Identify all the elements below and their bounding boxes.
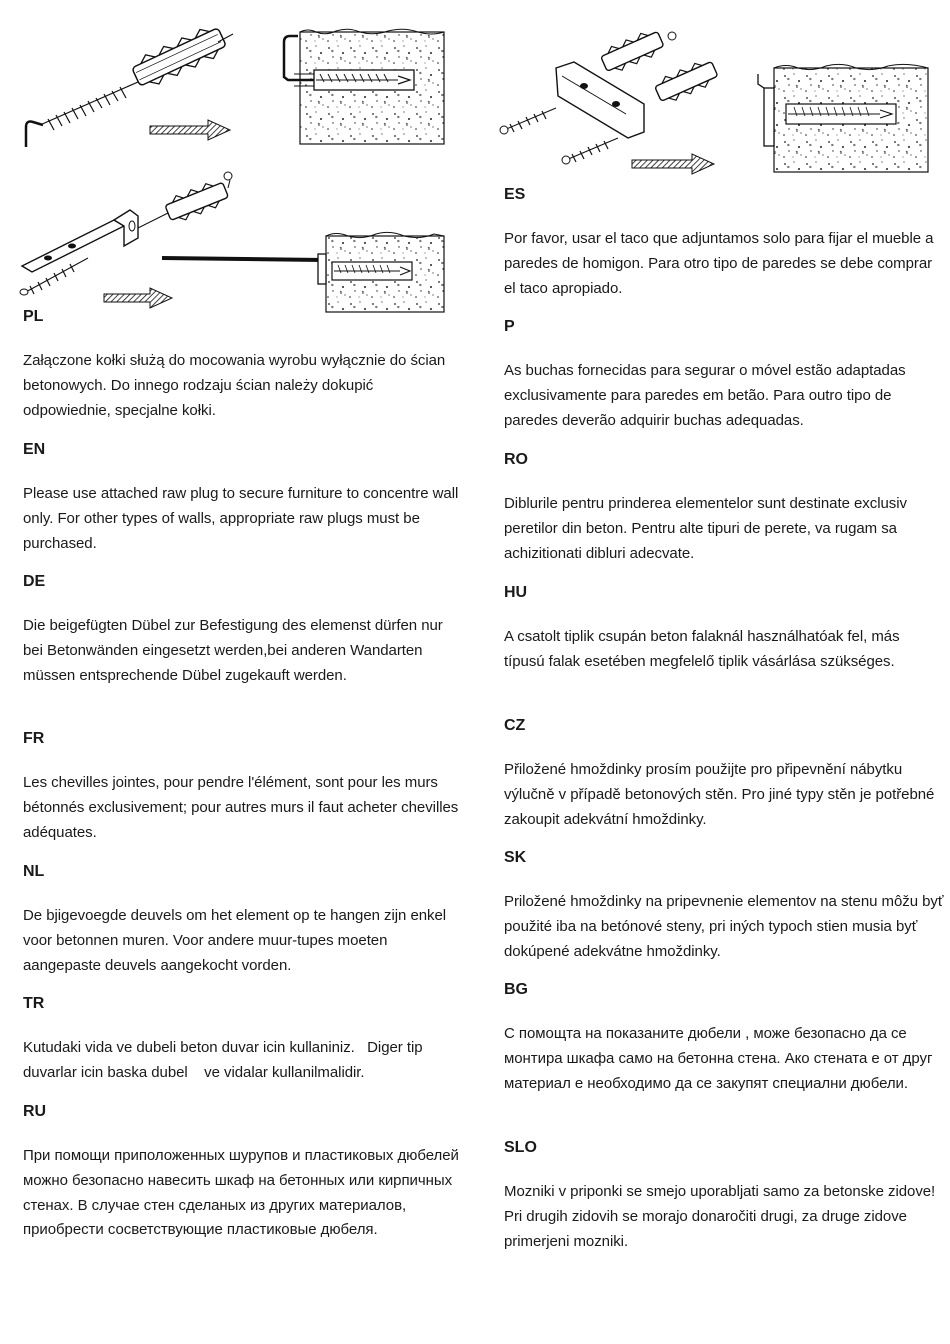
section-pl bbox=[23, 307, 463, 423]
bracket-assembly-diagram bbox=[18, 168, 448, 313]
section-hu bbox=[504, 583, 944, 675]
instruction-text: De bjigevoegde deuvels om het element op te hangen zijn enkel voor betonnen muren. Voor andere muur-tupes moeten aangepaste deuvels aangekocht vorden. bbox=[23, 907, 447, 974]
instruction-text: A csatolt tiplik csupán beton falaknál használhatóak fel, más típusú falak esetében megfelelő tiplik vásárlása szükséges. bbox=[504, 628, 900, 670]
section-tr bbox=[23, 994, 463, 1086]
section-en bbox=[23, 440, 463, 556]
language-code: EN bbox=[23, 441, 46, 458]
language-code: HU bbox=[504, 584, 528, 601]
section-ru bbox=[23, 1102, 463, 1243]
instruction-text: С помощта на показаните дюбели , може безопасно да се монтира шкафа само на бетонна стена. Ако стената е от друг материал е необходимо да се закупят специални дюбели. bbox=[504, 1025, 933, 1092]
double-bracket-assembly-diagram bbox=[496, 28, 941, 178]
language-code: NL bbox=[23, 863, 45, 880]
language-code: BG bbox=[504, 981, 528, 998]
double-bracket-dowel-icon bbox=[496, 28, 941, 178]
language-code: P bbox=[504, 318, 515, 335]
instruction-text: Por favor, usar el taco que adjuntamos solo para fijar el mueble a paredes de homigon. Para otro tipo de paredes se debe comprar el taco apropiado. bbox=[504, 230, 934, 297]
instruction-text: Please use attached raw plug to secure furniture to concentre wall only. For other types of walls, appropriate raw plugs must be purchased. bbox=[23, 485, 459, 552]
bracket-screw-dowel-icon bbox=[18, 168, 448, 313]
instruction-text: Přiložené hmoždinky prosím použijte pro připevnění nábytku výlučně v případě betonových stěn. Pro jiné typy stěn je potřebné zakoupit adekvátní hmoždinky. bbox=[504, 761, 935, 828]
section-bg bbox=[504, 980, 944, 1096]
section-slo bbox=[504, 1138, 944, 1254]
section-sk bbox=[504, 848, 944, 964]
instruction-text: Priložené hmoždinky na pripevnenie elementov na stenu môžu byť použité iba na betónové steny, pri iných typoch stien musia byť dokúpené adekvátne hmoždinky. bbox=[504, 893, 944, 960]
language-code: CZ bbox=[504, 717, 526, 734]
language-code: SK bbox=[504, 849, 527, 866]
language-code: TR bbox=[23, 995, 45, 1012]
instruction-text: При помощи приположенных шурупов и пластиковых дюбелей можно безопасно навесить шкаф на бетонных или кирпичных стенах. В случае стен сделаных из других материалов, приобрести сосветствующие пластиковые дюбеля. bbox=[23, 1147, 459, 1239]
language-code: FR bbox=[23, 730, 45, 747]
instruction-text: As buchas fornecidas para segurar o móvel estão adaptadas exclusivamente para paredes em betão. Para outro tipo de paredes deverão adquirir buchas adequadas. bbox=[504, 362, 906, 429]
section-cz bbox=[504, 716, 944, 832]
language-code: ES bbox=[504, 186, 526, 203]
instruction-text: Kutudaki vida ve dubeli beton duvar icin kullaniniz. Diger tip duvarlar icin baska dubel ve vidalar kullanilmalidir. bbox=[23, 1039, 427, 1081]
instruction-text: Załączone kołki służą do mocowania wyrobu wyłącznie do ścian betonowych. Do innego rodzaju ścian należy dokupić odpowiednie, specjalne kołki. bbox=[23, 352, 446, 419]
section-ro bbox=[504, 450, 944, 566]
language-code: RO bbox=[504, 451, 528, 468]
instruction-text: Die beigefügten Dübel zur Befestigung des elemenst dürfen nur bei Betonwänden eingesetzt werden,bei anderen Wandarten müssen entsprechende Dübel zugekauft werden. bbox=[23, 617, 443, 684]
hook-assembly-diagram bbox=[18, 22, 448, 152]
section-fr bbox=[23, 729, 463, 845]
instruction-text: Les chevilles jointes, pour pendre l'élément, sont pour les murs bétonnés exclusivement; pour autres murs il faut acheter chevilles adéquates. bbox=[23, 774, 459, 841]
language-code: DE bbox=[23, 573, 46, 590]
section-de bbox=[23, 572, 463, 688]
section-es bbox=[504, 185, 944, 301]
hook-screw-dowel-icon bbox=[18, 22, 448, 152]
language-code: SLO bbox=[504, 1139, 537, 1156]
instruction-text: Diblurile pentru prinderea elementelor sunt destinate exclusiv peretilor din beton. Pentru alte tipuri de perete, va rugam sa achizitionati dibluri adecvate. bbox=[504, 495, 907, 562]
instruction-text: Mozniki v priponki se smejo uporabljati samo za betonske zidove! Pri drugih zidovih se morajo donaročiti drugi, za druge zidove primerjeni mozniki. bbox=[504, 1183, 936, 1250]
language-code: RU bbox=[23, 1103, 47, 1120]
section-p bbox=[504, 317, 944, 433]
section-nl bbox=[23, 862, 463, 978]
language-code: PL bbox=[23, 308, 44, 325]
